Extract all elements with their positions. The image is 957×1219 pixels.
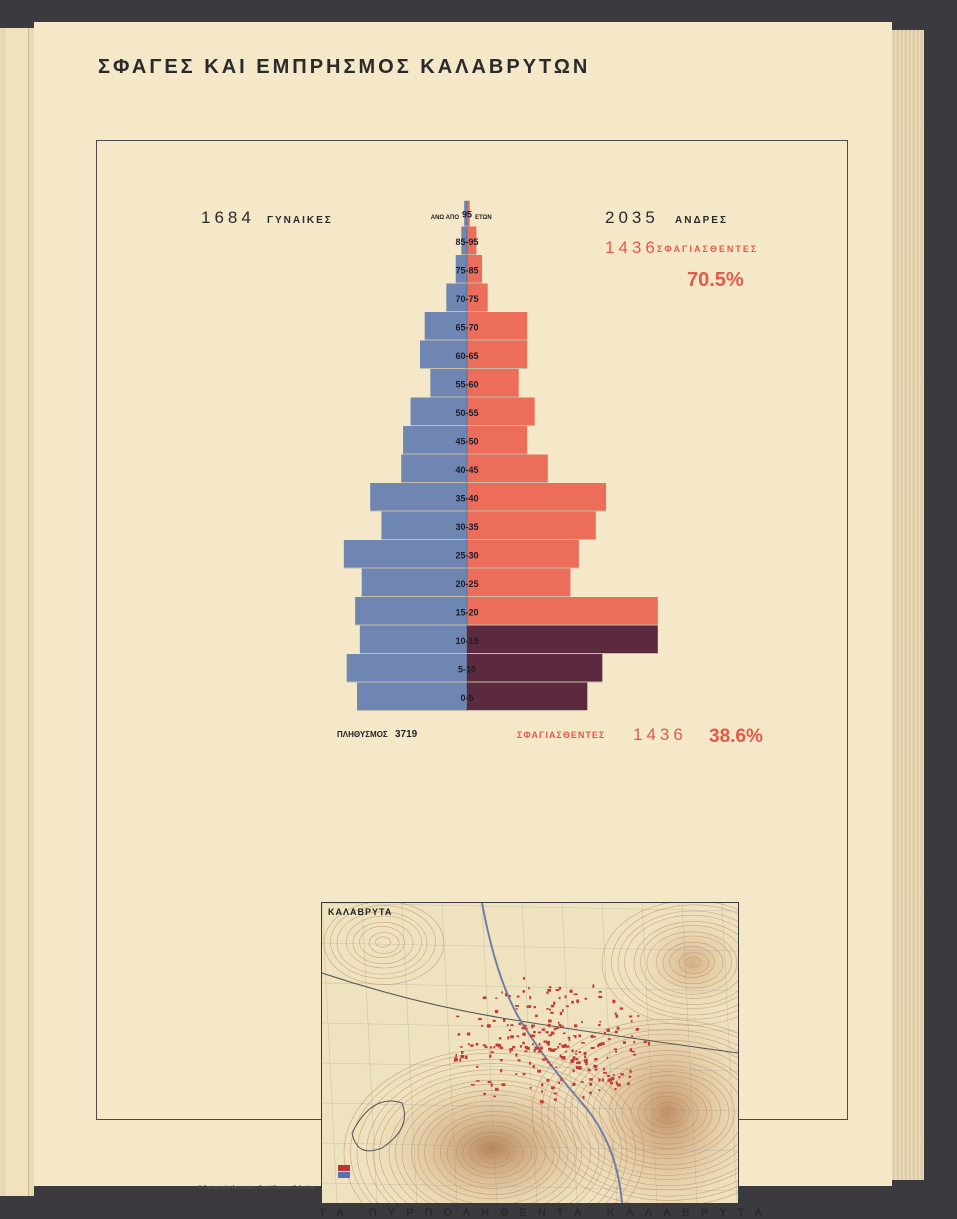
men-bar xyxy=(467,455,548,483)
copyright-note: © Cartography Associates, David Rumsey Collection xyxy=(198,1185,315,1191)
women-bar xyxy=(347,654,467,682)
men-bar xyxy=(467,512,596,540)
map-title: ΚΑΛΑΒΡΥΤΑ xyxy=(328,907,393,917)
facing-page-edge xyxy=(0,28,34,1196)
age-tick-label: 0-5 xyxy=(460,692,474,703)
map-legend-swatch-red xyxy=(338,1165,350,1171)
women-bar xyxy=(360,626,467,654)
bottom-killed-label: ΣΦΑΓΙΑΣΘΕΝΤΕΣ xyxy=(517,730,606,740)
age-tick-label: 15-20 xyxy=(455,607,479,618)
age-tick-label: 50-55 xyxy=(455,407,479,418)
age-tick-label: 45-50 xyxy=(455,436,479,447)
men-total: 2035 xyxy=(605,208,659,227)
men-killed-bar xyxy=(467,683,587,711)
men-bar xyxy=(467,597,658,625)
map-caption: ΤΑ ΠΥΡΠΟΛΗΘΕΝΤΑ ΚΑΛΑΒΡΥΤΑ xyxy=(319,1207,774,1219)
bottom-killed-value: 1436 xyxy=(633,725,687,744)
age-tick-label: 25-30 xyxy=(455,550,479,561)
women-bar xyxy=(370,483,467,511)
top-age-label-left: ΑΝΩ ΑΠΟ xyxy=(430,215,459,221)
women-bar xyxy=(362,569,467,597)
age-tick-label: 35-40 xyxy=(455,493,479,504)
men-killed-bar xyxy=(467,626,658,654)
men-bar xyxy=(467,569,570,597)
age-tick-label: 85-95 xyxy=(455,236,479,247)
kalavryta-map xyxy=(321,902,739,1204)
age-tick-label: 30-35 xyxy=(455,521,479,532)
women-total: 1684 xyxy=(201,208,255,227)
bottom-killed-percent: 38.6% xyxy=(709,726,763,747)
men-killed-label: ΣΦΑΓΙΑΣΘΕΝΤΕΣ xyxy=(657,244,759,254)
age-tick-label: 75-85 xyxy=(455,265,479,276)
age-tick-label: 70-75 xyxy=(455,293,479,304)
age-tick-label: 65-70 xyxy=(455,322,479,333)
map-legend-swatch-blue xyxy=(338,1172,350,1178)
men-killed-total: 1436 xyxy=(605,238,659,257)
women-bar xyxy=(344,540,467,568)
men-bar xyxy=(467,540,579,568)
women-bar xyxy=(357,683,467,711)
men-label: ΑΝΔΡΕΣ xyxy=(675,215,728,226)
men-bar xyxy=(467,483,606,511)
men-killed-percent: 70.5% xyxy=(687,269,744,291)
age-tick-label: 60-65 xyxy=(455,350,479,361)
age-tick-label: 40-45 xyxy=(455,464,479,475)
age-tick-label: 95 xyxy=(461,209,473,220)
women-bar xyxy=(355,597,467,625)
population-value: 3719 xyxy=(395,729,418,740)
age-tick-label: 20-25 xyxy=(455,578,479,589)
women-label: ΓΥΝΑΙΚΕΣ xyxy=(267,215,333,226)
map-drawing xyxy=(322,903,738,1203)
atlas-page xyxy=(34,22,892,1219)
women-bar xyxy=(381,512,467,540)
population-pyramid-chart xyxy=(97,141,847,841)
men-killed-bar xyxy=(467,654,602,682)
top-age-label-right: ΕΤΩΝ xyxy=(475,215,492,221)
age-tick-label: 55-60 xyxy=(455,379,479,390)
page-title: ΣΦΑΓΕΣ ΚΑΙ ΕΜΠΡΗΣΜΟΣ ΚΑΛΑΒΡΥΤΩΝ xyxy=(98,56,591,78)
population-label: ΠΛΗΘΥΣΜΟΣ xyxy=(337,730,388,739)
age-tick-label: 10-15 xyxy=(455,635,479,646)
age-tick-label: 5-10 xyxy=(457,664,477,675)
